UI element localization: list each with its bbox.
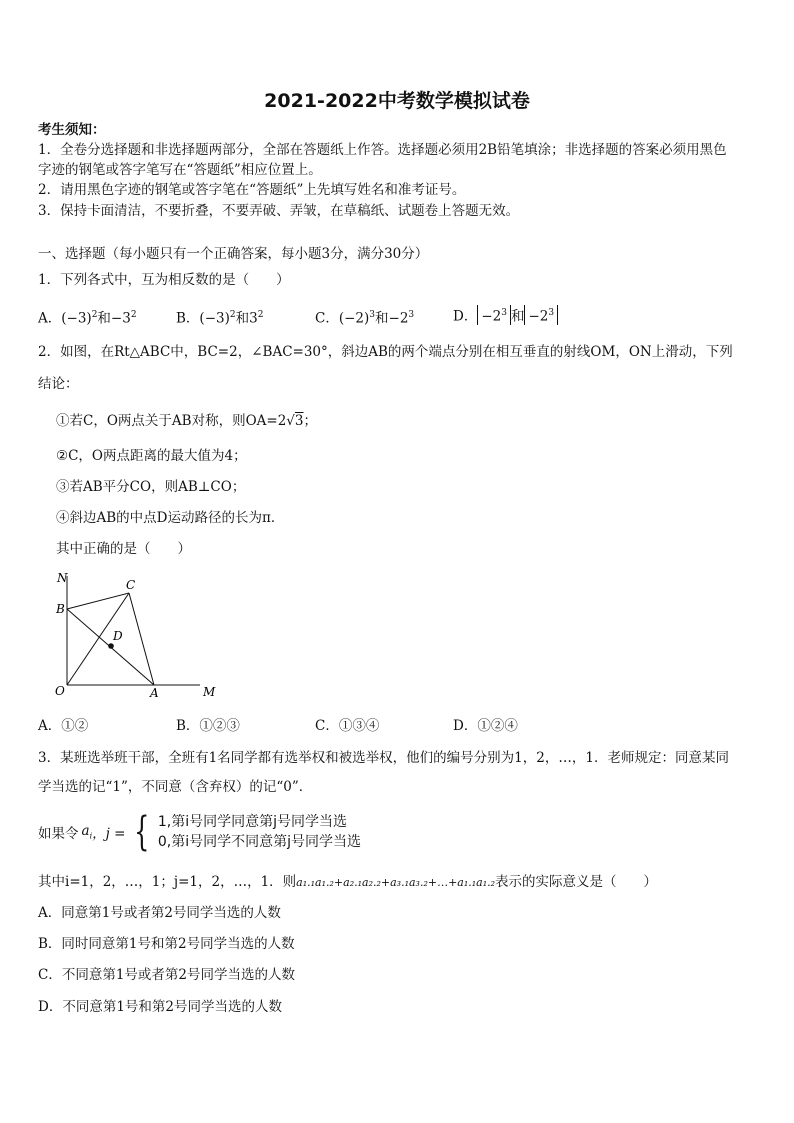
q1-choice-a — [38, 305, 137, 329]
q2-statement-3: ③若AB平分CO，则AB⊥CO； — [56, 479, 246, 495]
q1-c-exp2: 3 — [408, 310, 415, 320]
q2-s1-post: ； — [303, 413, 317, 429]
q2-statement-2: ②C，O两点距离的最大值为4； — [56, 448, 247, 464]
notice-item-1: 1．全卷分选择题和非选择题两部分，全部在答题纸上作答。选择题必须用2B铅笔填涂；非选择题的答案必须用黑色 — [38, 142, 727, 158]
q1-d-mid: 和 — [510, 308, 525, 325]
q3-a-sym: a — [81, 823, 90, 840]
label-b: B — [56, 602, 65, 616]
q1-b-exp2: 2 — [257, 310, 264, 320]
label-n: N — [57, 571, 68, 585]
notice-item-3: 3．保持卡面清洁，不要折叠，不要弄破、弄皱，在草稿纸、试题卷上答题无效。 — [38, 203, 520, 219]
q1-a-exp1: 2 — [91, 310, 98, 320]
q3-if-label: 如果令 — [38, 826, 79, 842]
q3-case-1: 1,第i号同学同意第j号同学当选 — [157, 814, 348, 830]
q3-a-sub: i — [89, 831, 93, 841]
q2-s1-coef: 2 — [277, 413, 287, 429]
q1-d-label: D． — [453, 308, 478, 325]
label-a: A — [150, 686, 159, 700]
q1-d-exp1: 3 — [501, 308, 507, 318]
q3-stem-1: 3．某班选举班干部，全班有1名同学都有选举权和被选举权，他们的编号分别为1，2，…，1．老师规定：同意某同 — [38, 750, 729, 766]
q3-cond-pre: 其中i=1，2，…，1；j=1，2，…，1．则 — [38, 874, 297, 890]
q3-a-symbol — [82, 823, 93, 841]
left-brace: { — [134, 809, 150, 855]
q2-statement-1 — [56, 411, 317, 431]
q3-cond-expr: a₁.₁a₁.₂+a₂.₁a₂.₂+a₃.₁a₃.₂+…+a₁.₁a₁.₂ — [296, 876, 496, 889]
q1-b-part2: 3 — [249, 310, 258, 327]
q3-case-2: 0,第i号同学不同意第j号同学当选 — [157, 834, 362, 850]
q3-choice-a: A．同意第1号或者第2号同学当选的人数 — [38, 905, 281, 921]
q1-choice-c — [315, 305, 414, 329]
q2-s1-radicand: 3 — [294, 413, 304, 429]
q3-choice-b: B．同时同意第1号和第2号同学当选的人数 — [38, 936, 295, 952]
label-d: D — [113, 629, 123, 643]
q1-b-part1: (−3) — [199, 310, 230, 327]
q3-a-sep: ，j = — [92, 826, 126, 842]
q3-cases — [158, 812, 361, 852]
q2-stem-1: 2．如图，在Rt△ABC中，BC=2，∠BAC=30°，斜边AB的两个端点分别在相互垂直的射线OM，ON上滑动，下列 — [38, 344, 733, 360]
q2-s1-pre: ①若C，O两点关于AB对称，则OA= — [56, 413, 278, 429]
q1-d-part1: −2 — [481, 308, 502, 325]
q3-choice-c: C．不同意第1号或者第2号同学当选的人数 — [38, 967, 296, 983]
notice-item-2: 2．请用黑色字迹的钢笔或答字笔在“答题纸”上先填写姓名和准考证号。 — [38, 182, 466, 198]
q1-d-exp2: 3 — [548, 308, 555, 318]
q1-c-exp1: 3 — [369, 310, 376, 320]
q1-b-exp1: 2 — [229, 310, 236, 320]
q1-c-part2: −2 — [388, 310, 409, 327]
q1-c-mid: 和 — [375, 310, 389, 327]
q1-a-part1: (−3) — [61, 310, 92, 327]
q1-b-mid: 和 — [235, 310, 250, 327]
q1-a-part2: −3 — [110, 310, 131, 327]
label-m: M — [203, 685, 216, 699]
q3-condition — [38, 872, 657, 893]
label-c: C — [126, 578, 136, 592]
exam-title: 2021-2022中考数学模拟试卷 — [264, 90, 530, 112]
q2-choice-a: A．①② — [38, 718, 89, 734]
segment-ca — [129, 593, 154, 685]
q1-d-abs2 — [524, 305, 558, 325]
q1-b-label: B． — [176, 310, 200, 327]
q1-d-abs1 — [477, 305, 511, 325]
q2-statement-4: ④斜边AB的中点D运动路径的长为π． — [56, 510, 285, 526]
label-o: O — [55, 684, 65, 698]
q2-choice-d: D．①②④ — [453, 718, 518, 734]
q1-a-exp2: 2 — [130, 310, 137, 320]
notice-item-1-cont: 字迹的钢笔或答字笔写在“答题纸”相应位置上。 — [38, 162, 322, 178]
q3-definition — [38, 809, 362, 855]
q3-choice-d: D．不同意第1号和第2号同学当选的人数 — [38, 999, 283, 1015]
q3-stem-2: 学当选的记“1”，不同意（含弃权）的记“0”． — [38, 779, 313, 795]
q1-a-label: A． — [38, 310, 62, 327]
q1-choice-b — [176, 305, 263, 329]
q2-stem-2: 结论： — [38, 376, 79, 392]
q2-figure — [50, 568, 240, 703]
q1-stem: 1．下列各式中，互为相反数的是（ ） — [38, 272, 290, 288]
q1-c-part1: (−2) — [338, 310, 370, 327]
q2-choice-c: C．①③④ — [315, 718, 380, 734]
q1-a-mid: 和 — [97, 310, 111, 327]
q3-cond-post: 表示的实际意义是（ ） — [495, 874, 658, 890]
q1-choice-d — [453, 305, 558, 327]
q1-c-label: C． — [315, 310, 339, 327]
notice-heading: 考生须知： — [38, 122, 106, 138]
point-d — [108, 643, 114, 649]
q2-choice-b: B．①②③ — [176, 718, 240, 734]
section-heading: 一、选择题（每小题只有一个正确答案，每小题3分，满分30分） — [38, 246, 429, 262]
q2-ask: 其中正确的是（ ） — [56, 541, 191, 557]
sqrt-symbol: √ — [286, 413, 295, 429]
q1-d-part2: −2 — [528, 308, 549, 325]
